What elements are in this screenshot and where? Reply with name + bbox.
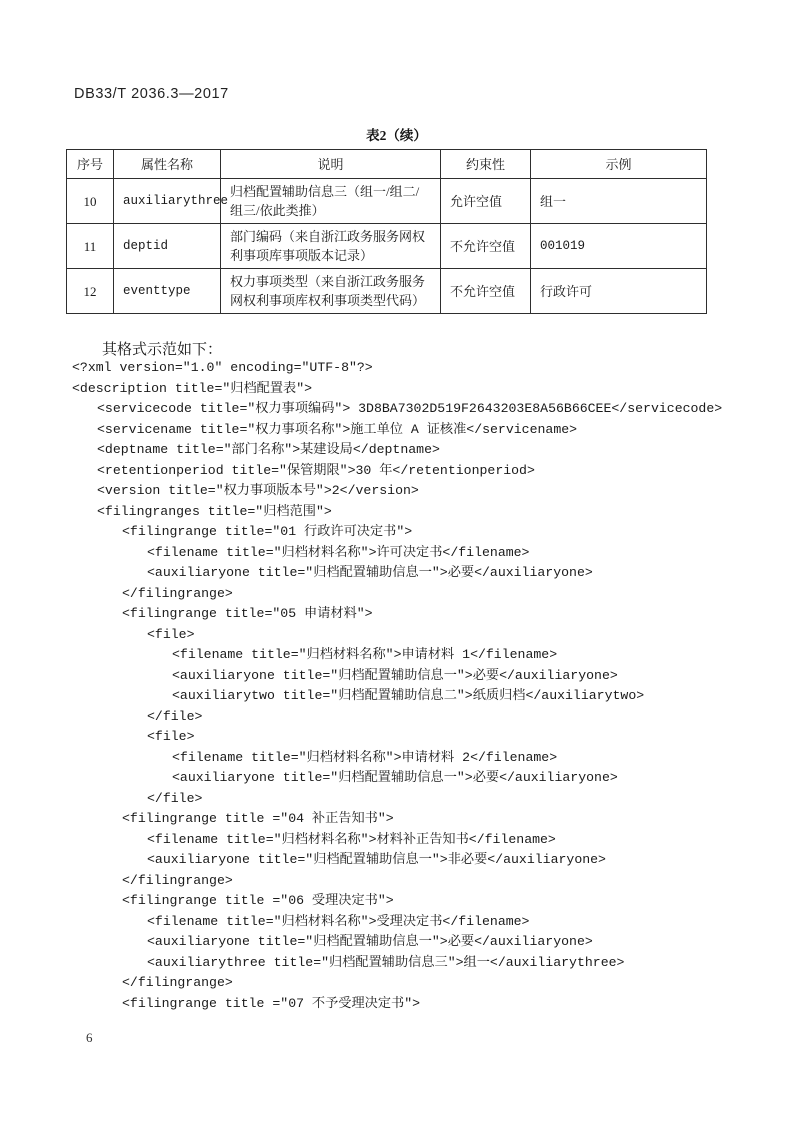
doc-code: DB33/T 2036.3—2017 — [74, 86, 229, 102]
code-line: <filingranges title="归档范围"> — [97, 503, 332, 519]
code-line: <retentionperiod title="保管期限">30 年</retentionperiod> — [97, 462, 535, 478]
code-line: <deptname title="部门名称">某建设局</deptname> — [97, 442, 440, 457]
table-row — [67, 269, 707, 314]
code-line: </filingrange> — [122, 872, 233, 888]
code-line: <servicecode title="权力事项编码"> 3D8BA7302D519F2643203E8A56B66CEE</servicecode> — [97, 401, 723, 416]
code-line: </filingrange> — [122, 975, 233, 990]
table-cell: 权力事项类型（来自浙江政务服务网权利事项库权利事项类型代码） — [221, 269, 441, 314]
column-header: 约束性 — [441, 150, 531, 179]
code-line: </file> — [147, 708, 203, 724]
page-number: 6 — [86, 1030, 93, 1045]
code-line: <description title="归档配置表"> — [72, 380, 313, 396]
table-cell: 允许空值 — [441, 179, 531, 224]
code-line: <?xml version="1.0" encoding="UTF-8"?> — [72, 360, 373, 375]
table-row — [67, 179, 707, 224]
table-cell: 行政许可 — [531, 269, 707, 314]
table-body — [67, 179, 707, 314]
table-row — [67, 224, 707, 269]
code-line: <auxiliaryone title="归档配置辅助信息一">必要</auxiliaryone> — [147, 934, 593, 949]
table-cell: 11 — [67, 224, 114, 269]
code-line: <filingrange title ="06 受理决定书"> — [122, 893, 394, 908]
table-cell: 10 — [67, 179, 114, 224]
code-line: <auxiliaryone title="归档配置辅助信息一">非必要</auxiliaryone> — [147, 852, 606, 867]
code-line: <auxiliarythree title="归档配置辅助信息三">组一</auxiliarythree> — [147, 954, 625, 970]
code-line: <filename title="归档材料名称">申请材料 2</filename> — [172, 749, 558, 765]
code-line: <filingrange title ="07 不予受理决定书"> — [122, 995, 421, 1011]
table-cell: 001019 — [531, 224, 707, 269]
code-line: <auxiliaryone title="归档配置辅助信息一">必要</auxiliaryone> — [172, 770, 618, 785]
code-line: <filingrange title="05 申请材料"> — [122, 606, 373, 621]
code-line: <filingrange title="01 行政许可决定书"> — [122, 524, 413, 539]
table-cell: auxiliarythree — [114, 179, 221, 224]
column-header: 说明 — [221, 150, 441, 179]
code-line: <filename title="归档材料名称">申请材料 1</filename> — [172, 647, 558, 662]
code-line: </filingrange> — [122, 585, 233, 601]
code-line: <file> — [147, 626, 195, 642]
table-cell: 不允许空值 — [441, 224, 531, 269]
code-line: <version title="权力事项版本号">2</version> — [97, 483, 419, 498]
code-line: <auxiliaryone title="归档配置辅助信息一">必要</auxiliaryone> — [147, 565, 593, 580]
intro-paragraph: 其格式示范如下： — [102, 342, 223, 358]
column-header: 属性名称 — [114, 150, 221, 179]
attributes-table — [66, 149, 707, 314]
code-line: <filename title="归档材料名称">材料补正告知书</filename> — [147, 831, 556, 847]
table-cell: 12 — [67, 269, 114, 314]
code-line: <auxiliarytwo title="归档配置辅助信息二">纸质归档</auxiliarytwo> — [172, 688, 645, 703]
column-header: 序号 — [67, 150, 114, 179]
column-header: 示例 — [531, 150, 707, 179]
table-caption: 表2（续） — [366, 128, 427, 143]
table-cell: 归档配置辅助信息三（组一/组二/组三/依此类推） — [221, 179, 441, 224]
table-header-row — [67, 150, 707, 179]
xml-code-block — [72, 358, 752, 1014]
code-line: <filename title="归档材料名称">许可决定书</filename> — [147, 544, 530, 560]
table-cell: 不允许空值 — [441, 269, 531, 314]
code-line: </file> — [147, 790, 203, 806]
code-line: <filingrange title ="04 补正告知书"> — [122, 811, 394, 826]
table-cell: eventtype — [114, 269, 221, 314]
table-cell: 组一 — [531, 179, 707, 224]
table-cell: 部门编码（来自浙江政务服务网权利事项库事项版本记录） — [221, 224, 441, 269]
code-line: <auxiliaryone title="归档配置辅助信息一">必要</auxiliaryone> — [172, 667, 618, 683]
code-line: <file> — [147, 729, 195, 744]
table-cell: deptid — [114, 224, 221, 269]
code-line: <filename title="归档材料名称">受理决定书</filename> — [147, 913, 530, 929]
code-line: <servicename title="权力事项名称">施工单位 A 证核准</servicename> — [97, 421, 578, 437]
